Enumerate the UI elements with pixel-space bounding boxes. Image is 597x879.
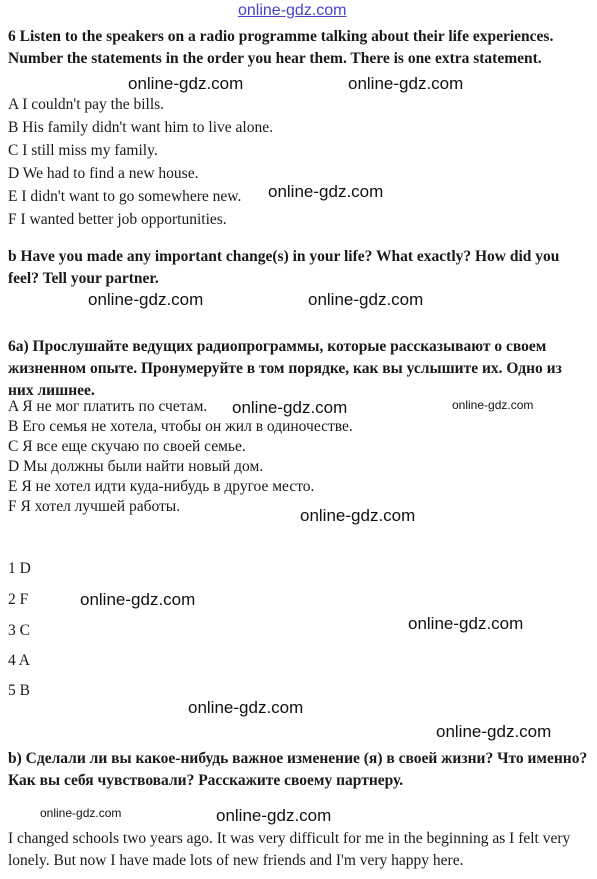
answer-2: 2 F [8, 591, 29, 608]
task6a-ru-item-c: C Я все еще скучаю по своей семье. [8, 438, 246, 455]
answer-3: 3 C [8, 622, 30, 639]
task6-heading: 6 Listen to the speakers on a radio programme talking about their life experiences. Number the statements in the order you hear them. There is one extra statement. [8, 28, 554, 67]
watermark: online-gdz.com [232, 398, 348, 417]
task6-item-d: D We had to find a new house. [8, 165, 199, 182]
watermark: online-gdz.com [348, 74, 464, 93]
answer-1: 1 D [8, 560, 31, 577]
watermark: online-gdz.com [452, 398, 534, 412]
task6a-ru-item-e: E Я не хотел идти куда-нибудь в другое место. [8, 478, 315, 495]
task6a-ru-item-a: A Я не мог платить по счетам. [8, 398, 208, 415]
task6a-ru-item-f: F Я хотел лучшей работы. [8, 498, 181, 515]
answer-text: I changed schools two years ago. It was very difficult for me in the beginning as I felt very lonely. But now I have made lots of new friends and I'm very happy here. [8, 830, 571, 869]
watermark-top: online-gdz.com [238, 2, 347, 19]
task6-item-e: E I didn't want to go somewhere new. [8, 188, 242, 205]
watermark: online-gdz.com [216, 806, 332, 825]
answer-5: 5 B [8, 682, 30, 699]
task6-item-b: B His family didn't want him to live alone. [8, 119, 273, 136]
watermark: online-gdz.com [80, 590, 196, 609]
watermark: online-gdz.com [268, 182, 384, 201]
task6-item-a: A I couldn't pay the bills. [8, 96, 165, 113]
watermark: online-gdz.com [128, 74, 244, 93]
watermark: online-gdz.com [300, 506, 416, 525]
task6b-heading: b Have you made any important change(s) in your life? What exactly? How did you feel? Tell your partner. [8, 248, 560, 287]
watermark: online-gdz.com [408, 614, 524, 633]
watermark: online-gdz.com [436, 722, 552, 741]
watermark: online-gdz.com [308, 290, 424, 309]
task6a-ru-heading: 6a) Прослушайте ведущих радиопрограммы, которые рассказывают о своем жизненном опыте. Пронумеруйте в том порядке, как вы услышите их. Одно из них лишнее. [8, 338, 562, 399]
watermark: online-gdz.com [188, 698, 304, 717]
task6-item-f: F I wanted better job opportunities. [8, 211, 227, 228]
watermark: online-gdz.com [40, 806, 122, 820]
answer-4: 4 A [8, 652, 30, 669]
task6-item-c: C I still miss my family. [8, 142, 158, 159]
task6a-ru-item-d: D Мы должны были найти новый дом. [8, 458, 264, 475]
task6b-ru-heading: b) Сделали ли вы какое-нибудь важное изменение (я) в своей жизни? Что именно? Как вы себя чувствовали? Расскажите своему партнеру. [8, 750, 588, 789]
watermark: online-gdz.com [88, 290, 204, 309]
task6a-ru-item-b: B Его семья не хотела, чтобы он жил в одиночестве. [8, 418, 353, 435]
